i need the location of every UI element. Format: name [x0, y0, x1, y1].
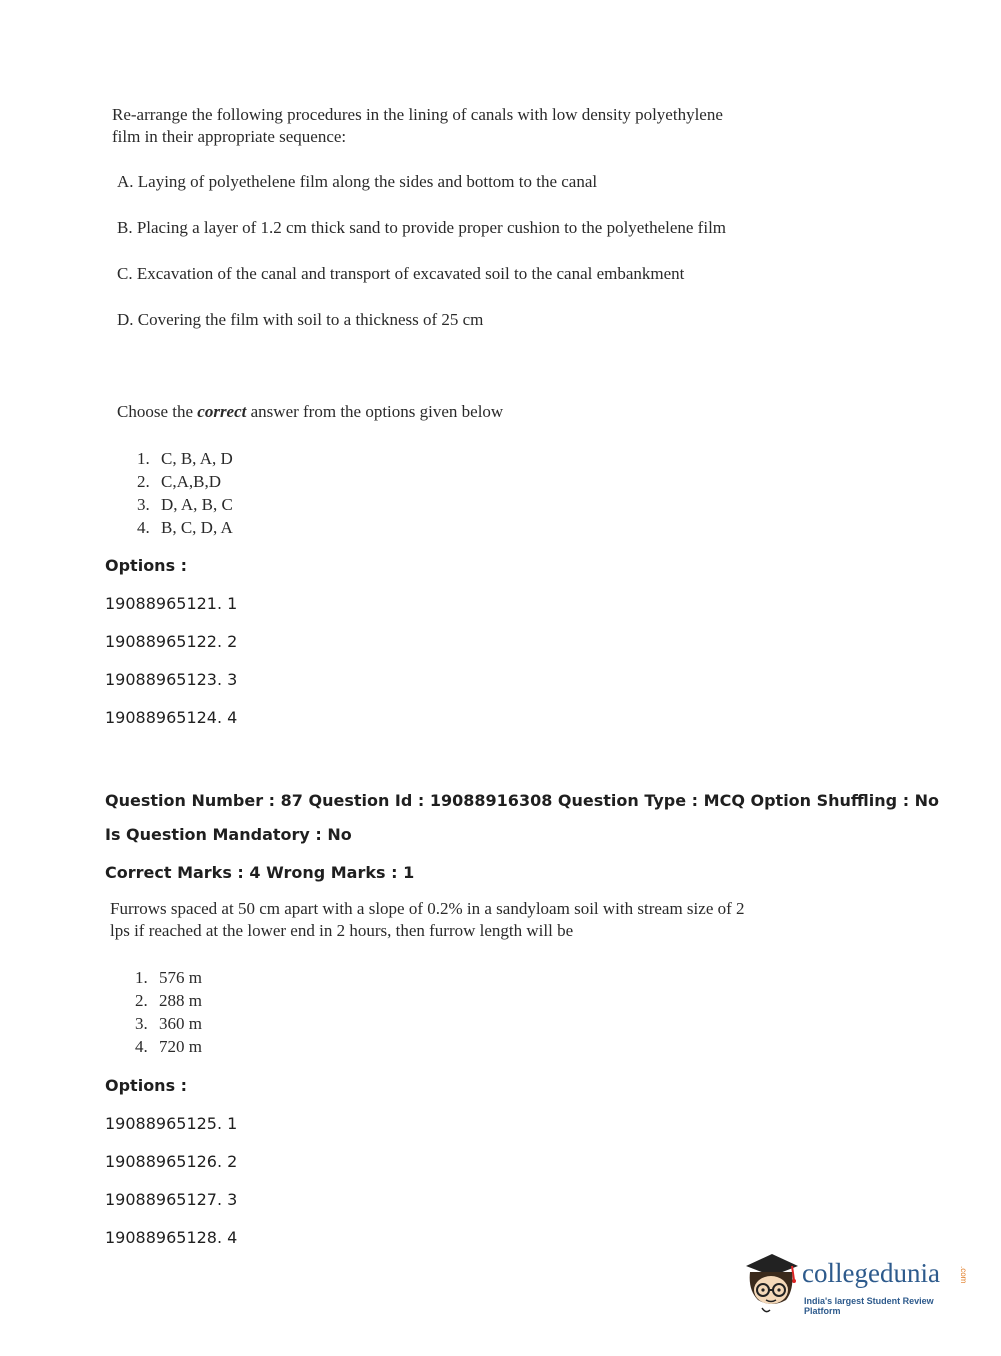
- q86-statement-d: D. Covering the film with soil to a thickness of 25 cm: [117, 310, 484, 329]
- q86-option-4: 19088965124. 4: [105, 708, 238, 727]
- choice-item: 3. 360 m: [135, 1014, 202, 1033]
- q87-header: Question Number : 87 Question Id : 19088916308 Question Type : MCQ Option Shuffling : No: [105, 791, 940, 810]
- q87-options-label: Options :: [105, 1076, 188, 1095]
- q86-choice-list: [137, 447, 233, 539]
- q87-prompt-line: Furrows spaced at 50 cm apart with a slope of 0.2% in a sandyloam soil with stream size of 2: [110, 899, 745, 918]
- q87-mandatory: Is Question Mandatory : No: [105, 825, 352, 844]
- q87-option-2: 19088965126. 2: [105, 1152, 238, 1171]
- q86-prompt-line: Re-arrange the following procedures in the lining of canals with low density polyethylene: [112, 105, 723, 124]
- q87-choice-list: [135, 966, 202, 1058]
- q86-options-label: Options :: [105, 556, 188, 575]
- q86-statement-a: A. Laying of polyethelene film along the sides and bottom to the canal: [117, 172, 598, 191]
- q87-prompt: [110, 898, 745, 942]
- q87-marks: Correct Marks : 4 Wrong Marks : 1: [105, 863, 415, 882]
- q87-option-1: 19088965125. 1: [105, 1114, 238, 1133]
- choice-item: 2. C,A,B,D: [137, 472, 221, 491]
- brand-name: collegedunia: [802, 1258, 940, 1288]
- q87-option-3: 19088965127. 3: [105, 1190, 238, 1209]
- q86-statement-b: B. Placing a layer of 1.2 cm thick sand to provide proper cushion to the polyethelene film: [117, 218, 727, 237]
- q86-option-2: 19088965122. 2: [105, 632, 238, 651]
- q86-instruction: Choose the correct answer from the options given below: [117, 402, 504, 421]
- choice-item: 3. D, A, B, C: [137, 495, 233, 514]
- brand-suffix: .com: [959, 1266, 968, 1284]
- q86-statement-c: C. Excavation of the canal and transport of excavated soil to the canal embankment: [117, 264, 685, 283]
- q86-option-3: 19088965123. 3: [105, 670, 238, 689]
- q86-prompt-line: film in their appropriate sequence:: [112, 127, 347, 146]
- choice-item: 4. 720 m: [135, 1037, 202, 1056]
- choice-item: 4. B, C, D, A: [137, 518, 233, 537]
- q86-prompt: [112, 104, 723, 148]
- q86-option-1: 19088965121. 1: [105, 594, 238, 613]
- choice-item: 1. 576 m: [135, 968, 202, 987]
- q87-prompt-line: lps if reached at the lower end in 2 hours, then furrow length will be: [110, 921, 574, 940]
- student-mascot-icon: [742, 1250, 802, 1316]
- choice-item: 1. C, B, A, D: [137, 449, 233, 468]
- collegedunia-logo: [742, 1250, 972, 1316]
- choice-item: 2. 288 m: [135, 991, 202, 1010]
- q87-option-4: 19088965128. 4: [105, 1228, 238, 1247]
- brand-tagline: India's largest Student Review Platform: [804, 1296, 934, 1316]
